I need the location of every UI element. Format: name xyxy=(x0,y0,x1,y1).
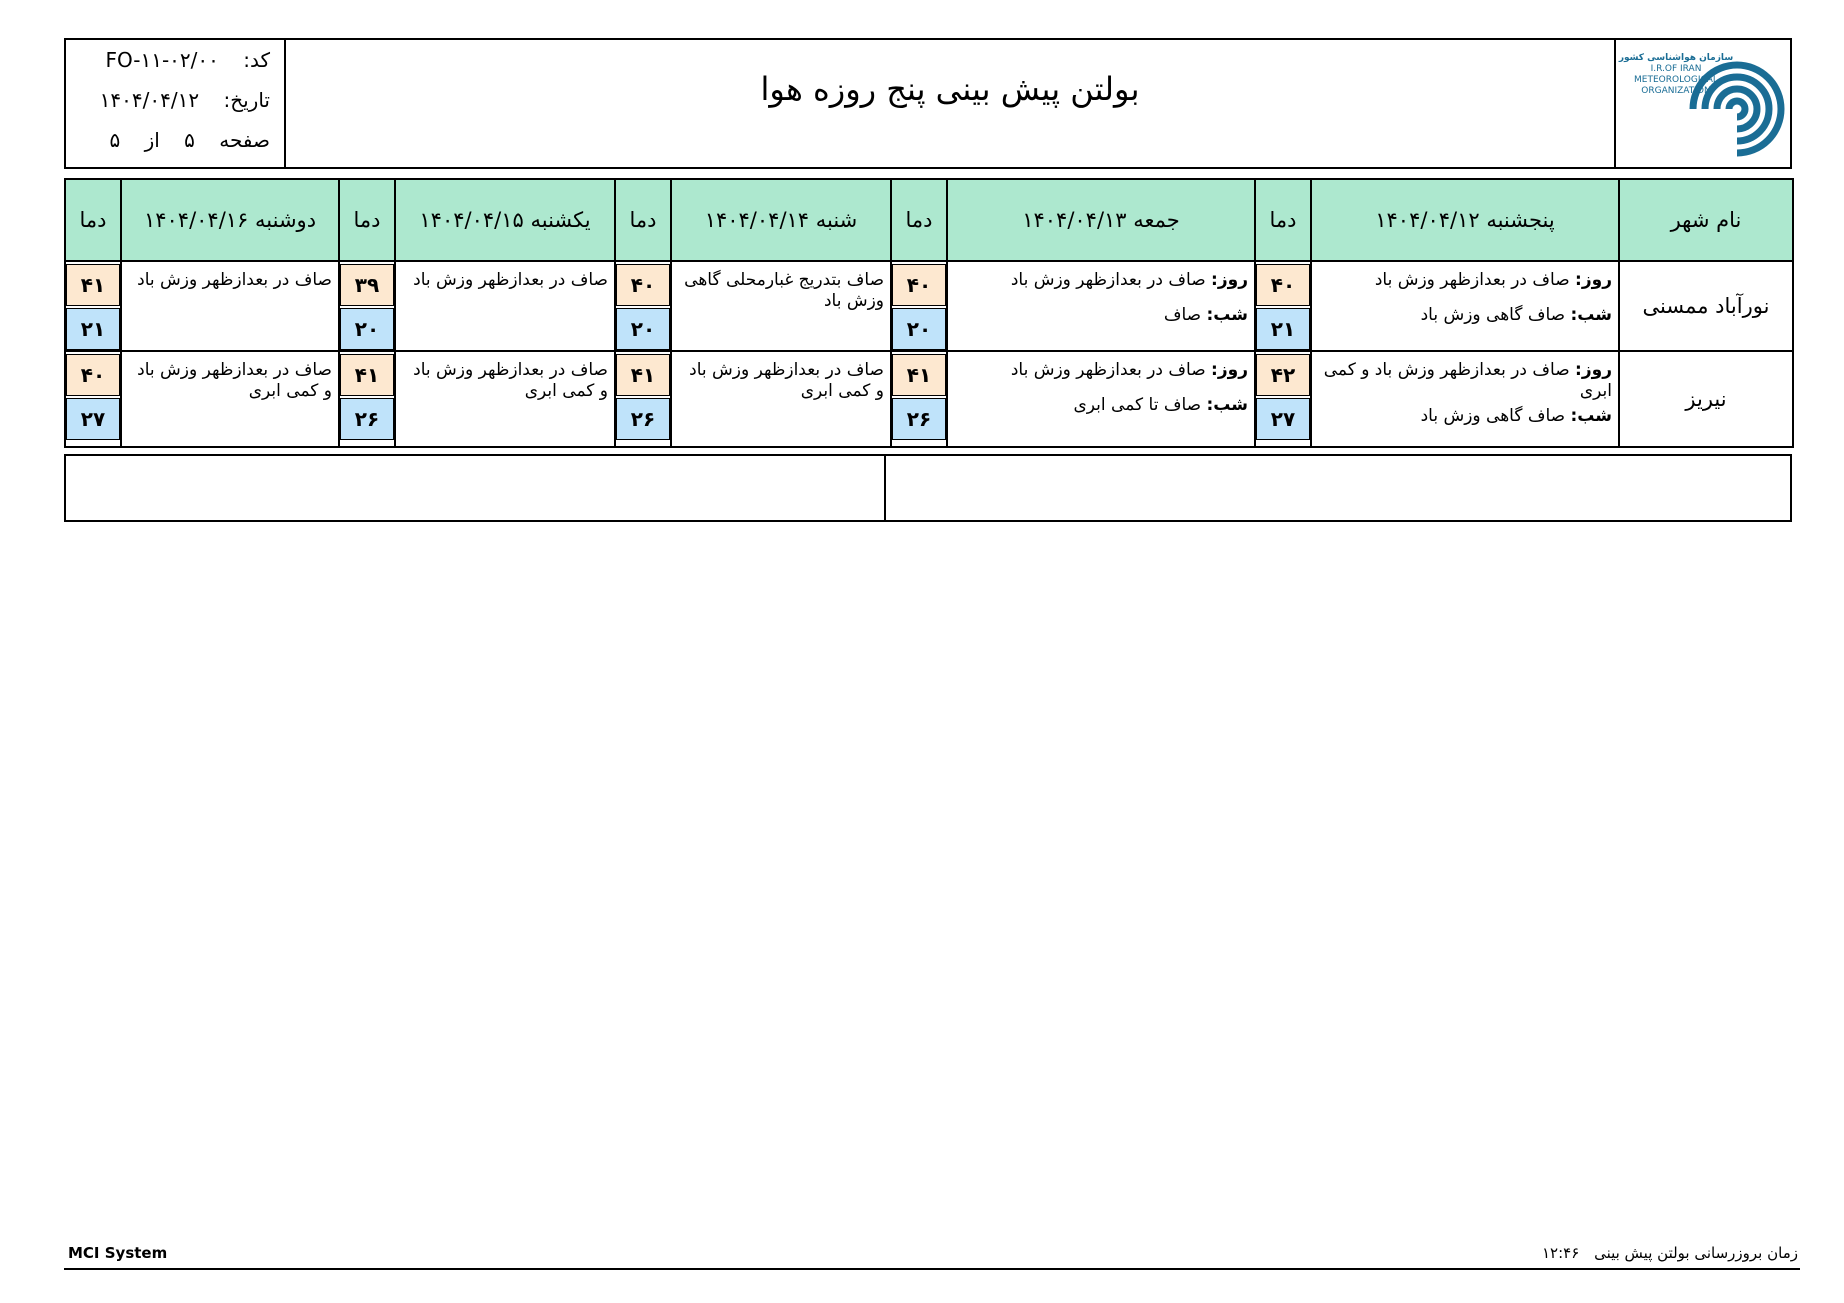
update-time-info xyxy=(1542,1244,1798,1262)
forecast-cell: صاف در بعدازظهر وزش باد و کمی ابری xyxy=(395,351,615,447)
day-forecast xyxy=(954,270,1248,291)
night-text: صاف گاهی وزش باد xyxy=(1420,305,1566,325)
temp-header: دما xyxy=(891,179,947,261)
max-temp: ۴۰ xyxy=(892,264,946,306)
min-temp: ۲۰ xyxy=(616,308,670,350)
max-temp: ۳۹ xyxy=(340,264,394,306)
night-label: شب: xyxy=(1570,305,1612,325)
logo-org-en-1: I.R.OF IRAN xyxy=(1650,64,1702,74)
page-of: از xyxy=(144,128,160,152)
date-value: ۱۴۰۴/۰۴/۱۲ xyxy=(99,88,200,112)
min-temp: ۲۷ xyxy=(66,398,120,440)
temp-cell xyxy=(615,351,671,447)
notes-box xyxy=(64,454,1792,522)
page-number: ۵ xyxy=(184,128,195,152)
night-forecast xyxy=(954,395,1248,416)
max-temp: ۴۲ xyxy=(1256,354,1310,396)
city-name: نورآباد ممسنی xyxy=(1619,261,1793,351)
document-meta xyxy=(66,40,286,167)
forecast-cell xyxy=(947,261,1255,351)
min-temp: ۲۱ xyxy=(1256,308,1310,350)
forecast-cell: صاف بتدریج غبارمحلی گاهی وزش باد xyxy=(671,261,891,351)
city-header: نام شهر xyxy=(1619,179,1793,261)
night-label: شب: xyxy=(1206,305,1248,325)
temp-cell xyxy=(339,351,395,447)
max-temp: ۴۰ xyxy=(616,264,670,306)
page-label: صفحه xyxy=(219,128,270,152)
forecast-cell: صاف در بعدازظهر وزش باد و کمی ابری xyxy=(671,351,891,447)
min-temp: ۲۷ xyxy=(1256,398,1310,440)
day-forecast xyxy=(1318,270,1612,291)
forecast-cell xyxy=(947,351,1255,447)
logo-org-en-2: METEOROLOGICAL xyxy=(1634,75,1718,85)
temp-cell xyxy=(65,351,121,447)
day-text: صاف در بعدازظهر وزش باد xyxy=(1374,270,1570,290)
temp-header: دما xyxy=(615,179,671,261)
day-label: روز: xyxy=(1575,270,1612,290)
day-label: روز: xyxy=(1575,360,1612,380)
day-label: روز: xyxy=(1211,360,1248,380)
night-label: شب: xyxy=(1570,406,1612,426)
temp-header: دما xyxy=(339,179,395,261)
night-text: صاف xyxy=(1163,305,1202,325)
min-temp: ۲۰ xyxy=(892,308,946,350)
page-row xyxy=(109,128,270,152)
max-temp: ۴۱ xyxy=(66,264,120,306)
system-name: MCI System xyxy=(68,1244,168,1262)
day-text: صاف در بعدازظهر وزش باد xyxy=(1010,360,1206,380)
night-forecast xyxy=(1318,406,1612,427)
logo-org-fa: سازمان هواشناسی کشور xyxy=(1618,53,1734,63)
min-temp: ۲۶ xyxy=(892,398,946,440)
logo-org-en-3: ORGANIZATION xyxy=(1641,86,1711,96)
forecast-cell: صاف در بعدازظهر وزش باد و کمی ابری xyxy=(121,351,339,447)
update-label: زمان بروزرسانی بولتن پیش بینی xyxy=(1594,1244,1798,1262)
code-value: FO-۱۱-۰۲/۰۰ xyxy=(105,48,219,72)
max-temp: ۴۱ xyxy=(892,354,946,396)
max-temp: ۴۱ xyxy=(340,354,394,396)
temp-cell xyxy=(891,351,947,447)
temp-cell xyxy=(891,261,947,351)
table-row xyxy=(65,261,1793,351)
code-row xyxy=(105,48,270,72)
day-text: صاف در بعدازظهر وزش باد xyxy=(1010,270,1206,290)
temp-cell xyxy=(339,261,395,351)
temp-header: دما xyxy=(65,179,121,261)
night-label: شب: xyxy=(1206,395,1248,415)
date-row xyxy=(100,88,270,112)
code-label: کد: xyxy=(243,48,270,72)
day-header: جمعه ۱۴۰۴/۰۴/۱۳ xyxy=(947,179,1255,261)
meteorological-organization-logo-icon xyxy=(1616,40,1786,167)
temp-cell xyxy=(1255,351,1311,447)
temp-cell xyxy=(615,261,671,351)
max-temp: ۴۰ xyxy=(1256,264,1310,306)
day-forecast xyxy=(954,360,1248,381)
notes-divider xyxy=(884,456,886,520)
night-text: صاف تا کمی ابری xyxy=(1073,395,1202,415)
page-title: بولتن پیش بینی پنج روزه هوا xyxy=(760,70,1140,108)
min-temp: ۲۱ xyxy=(66,308,120,350)
update-time: ۱۲:۴۶ xyxy=(1542,1244,1580,1262)
forecast-cell xyxy=(1311,351,1619,447)
temp-header: دما xyxy=(1255,179,1311,261)
night-forecast xyxy=(1318,305,1612,326)
logo xyxy=(1614,40,1790,167)
day-header: شنبه ۱۴۰۴/۰۴/۱۴ xyxy=(671,179,891,261)
footer-divider xyxy=(64,1268,1800,1270)
day-forecast xyxy=(1318,360,1612,402)
day-header: دوشنبه ۱۴۰۴/۰۴/۱۶ xyxy=(121,179,339,261)
max-temp: ۴۱ xyxy=(616,354,670,396)
forecast-cell xyxy=(1311,261,1619,351)
min-temp: ۲۰ xyxy=(340,308,394,350)
forecast-cell: صاف در بعدازظهر وزش باد xyxy=(121,261,339,351)
min-temp: ۲۶ xyxy=(340,398,394,440)
day-header: پنجشنبه ۱۴۰۴/۰۴/۱۲ xyxy=(1311,179,1619,261)
table-header-row xyxy=(65,179,1793,261)
bulletin-header xyxy=(64,38,1792,169)
day-label: روز: xyxy=(1211,270,1248,290)
city-name: نیریز xyxy=(1619,351,1793,447)
temp-cell xyxy=(1255,261,1311,351)
temp-cell xyxy=(65,261,121,351)
night-text: صاف گاهی وزش باد xyxy=(1420,406,1566,426)
forecast-cell: صاف در بعدازظهر وزش باد xyxy=(395,261,615,351)
date-label: تاریخ: xyxy=(223,88,270,112)
max-temp: ۴۰ xyxy=(66,354,120,396)
night-forecast xyxy=(954,305,1248,326)
table-row xyxy=(65,351,1793,447)
page-total: ۵ xyxy=(109,128,121,152)
forecast-table xyxy=(64,178,1794,448)
day-header: یکشنبه ۱۴۰۴/۰۴/۱۵ xyxy=(395,179,615,261)
day-text: صاف در بعدازظهر وزش باد و کمی ابری xyxy=(1323,360,1612,401)
min-temp: ۲۶ xyxy=(616,398,670,440)
